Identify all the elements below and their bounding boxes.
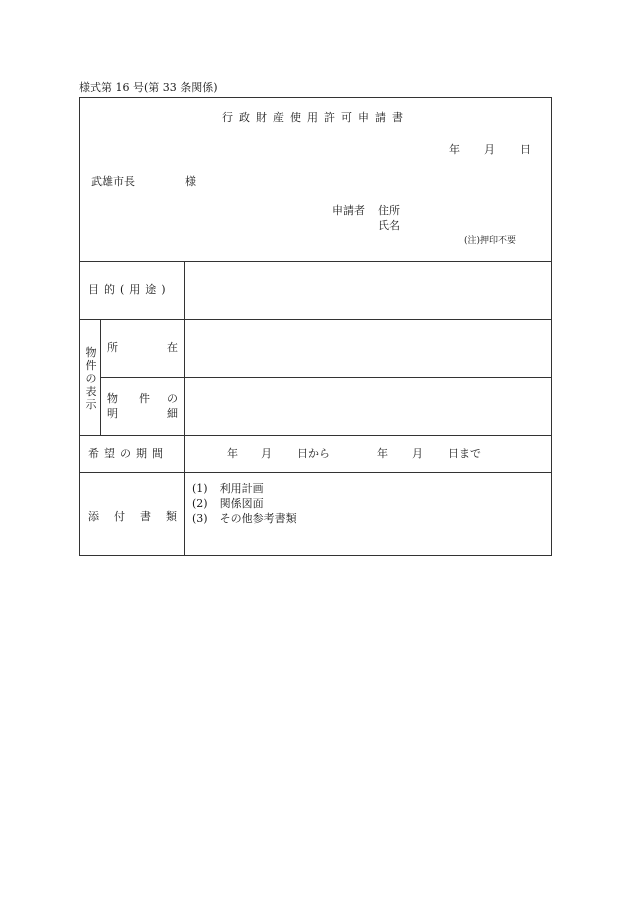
attachment-item [192,481,297,496]
attachment-number: (3) [192,512,208,525]
addressee-honorific: 様 [185,175,196,188]
attachment-item [192,496,297,511]
application-form-table [79,97,552,556]
divider-header [80,261,551,262]
attachment-item [192,511,297,526]
period-to-day: 日まで [448,447,481,460]
form-title: 行政財産使用許可申請書 [222,111,409,124]
attachments-label: 添付書類 [88,510,192,523]
period-label: 希望の期間 [88,447,168,460]
location-label-part-1: 所 [107,341,118,354]
addressee: 武雄市長 [91,175,135,188]
date-day-label: 日 [520,143,531,156]
purpose-field[interactable] [186,263,550,318]
details-label-part-4: 明 [107,407,118,420]
property-group-divider [100,319,101,435]
location-field[interactable] [186,321,550,376]
period-to-year: 年 [377,447,388,460]
details-label-part-5: 細 [167,407,178,420]
property-details-field[interactable] [186,379,550,434]
period-from-day: 日から [297,447,330,460]
attachment-number: (1) [192,482,208,495]
details-label-part-2: 件 [139,392,150,405]
attachment-text: 関係図面 [219,497,264,510]
seal-not-required-note: (注)押印不要 [464,236,517,246]
details-label-part-3: の [167,392,178,405]
divider-property [80,435,551,436]
date-year-label: 年 [449,143,460,156]
attachment-text: 利用計画 [219,482,264,495]
details-label-part-1: 物 [107,392,118,405]
divider-location [100,377,551,378]
attachment-number: (2) [192,497,208,510]
address-label: 住所 [378,204,400,217]
form-number: 様式第 16 号(第 33 条関係) [79,81,218,94]
attachment-text: その他参考書類 [219,512,297,525]
applicant-label: 申請者 [332,204,365,217]
period-from-month: 月 [261,447,272,460]
purpose-label: 目的(用途) [88,283,171,296]
date-month-label: 月 [484,143,495,156]
location-label-part-2: 在 [167,341,178,354]
attachments-list [192,481,297,526]
property-group-label: 物件の表示 [85,346,97,411]
period-from-year: 年 [227,447,238,460]
divider-period [80,472,551,473]
period-to-month: 月 [412,447,423,460]
name-label: 氏名 [378,219,400,232]
divider-purpose [80,319,551,320]
